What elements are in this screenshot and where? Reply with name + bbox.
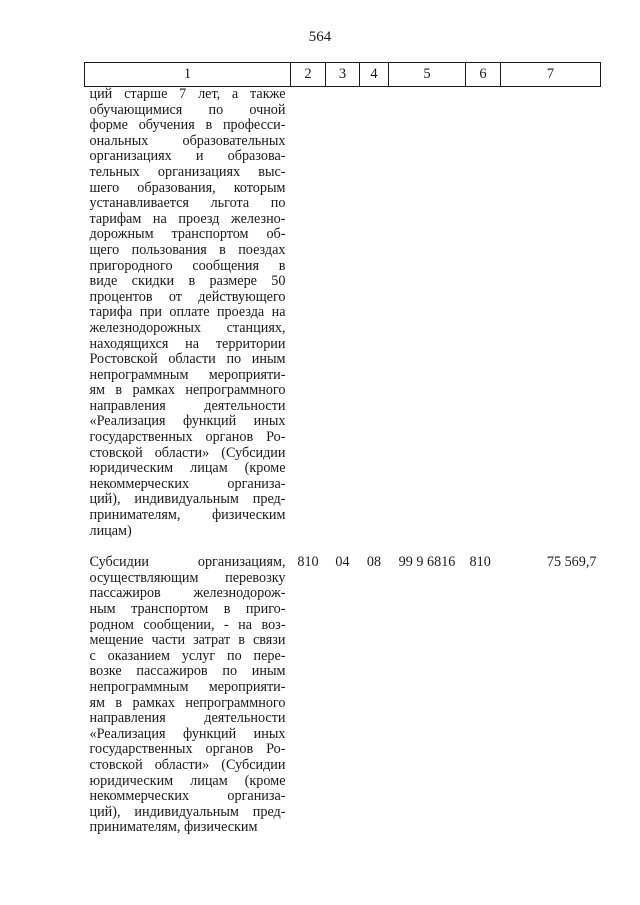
description-line: непрограммным мероприяти-	[89, 366, 286, 383]
description-line: ным транспортом в приго-	[89, 601, 286, 617]
description-line: находящихся на территории	[89, 335, 286, 352]
target-article-cell: 99 9 6816	[398, 554, 456, 571]
description-line: железнодорожных станциях,	[89, 319, 286, 336]
description-line: направления деятельности	[89, 397, 286, 414]
description-line: принимателям, физическим	[89, 819, 258, 836]
description-line: возке пассажиров по иным	[89, 663, 286, 680]
row-description-cell	[85, 87, 291, 540]
row-description-cell	[85, 555, 291, 836]
description-line: щего пользования в поездах	[89, 241, 286, 258]
column-header-7: 7	[501, 63, 601, 87]
column-header-6: 6	[466, 63, 501, 87]
table-row	[85, 87, 601, 540]
description-line: организациях и образова-	[89, 148, 286, 165]
description-line: дорожным транспортом об-	[89, 226, 286, 243]
description-line: мещение части затрат в связи	[89, 632, 286, 649]
description-line: юридическим лицам (кроме	[89, 772, 286, 789]
description-line: ций), индивидуальным пред-	[89, 491, 286, 508]
description-line: процентов от действующего	[89, 288, 286, 305]
column-header-3: 3	[326, 63, 360, 87]
admin-code-cell: 810	[297, 554, 319, 571]
description-line: пассажиров железнодорож-	[89, 585, 286, 602]
row-spacer	[85, 539, 601, 555]
expense-type-cell: 810	[469, 554, 491, 571]
description-line: лицам)	[89, 522, 132, 539]
subsection-code-cell: 08	[366, 554, 382, 571]
description-line: направления деятельности	[89, 710, 286, 727]
description-line: принимателям, физическим	[89, 507, 286, 524]
table-row	[85, 555, 601, 836]
section-code-cell: 04	[335, 554, 350, 571]
column-header-1: 1	[85, 63, 291, 87]
description-line: ональных образовательных	[89, 132, 286, 149]
description-line: некоммерческих организа-	[89, 788, 286, 805]
description-line: юридическим лицам (кроме	[89, 460, 286, 477]
description-line: тельных организациях выс-	[89, 163, 286, 180]
description-line: Ростовской области по иным	[89, 351, 286, 368]
description-line: ций старше 7 лет, а также	[89, 86, 286, 102]
expense-type-cell	[466, 87, 501, 540]
description-line: «Реализация функций иных	[89, 725, 286, 742]
description-line: виде скидки в размере 50	[89, 273, 286, 290]
description-line: ям в рамках непрограммного	[89, 382, 286, 399]
amount-cell	[501, 87, 601, 540]
description-line: некоммерческих организа-	[89, 475, 286, 492]
page-number: 564	[308, 29, 332, 45]
description-line: ций), индивидуальным пред-	[89, 803, 286, 820]
description-line: «Реализация функций иных	[89, 413, 286, 430]
description-line: с оказанием услуг по пере-	[89, 647, 286, 664]
column-header-4: 4	[360, 63, 389, 87]
description-line: форме обучения в професси-	[89, 117, 286, 134]
description-line: тарифа при оплате проезда на	[89, 304, 286, 321]
column-header-5: 5	[389, 63, 466, 87]
subsection-code-cell	[360, 87, 389, 540]
description-line: стовской области» (Субсидии	[89, 444, 286, 461]
target-article-cell	[389, 87, 466, 540]
section-code-cell	[326, 87, 360, 540]
row-description	[85, 87, 291, 539]
admin-code-cell	[291, 87, 326, 540]
description-line: устанавливается льгота по	[89, 195, 286, 212]
description-line: Субсидии организациям,	[89, 554, 286, 571]
column-header-2: 2	[291, 63, 326, 87]
description-line: непрограммным мероприяти-	[89, 678, 286, 695]
description-line: шего образования, которым	[89, 179, 286, 196]
description-line: ям в рамках непрограммного	[89, 694, 286, 711]
table-header-row	[85, 63, 601, 87]
description-line: обучающимися по очной	[89, 101, 286, 118]
description-line: стовской области» (Субсидии	[89, 756, 286, 773]
description-line: пригородного сообщения в	[89, 257, 286, 274]
budget-table	[84, 62, 601, 836]
row-description	[85, 555, 291, 836]
description-line: тарифам на проезд железно-	[89, 210, 286, 227]
description-line: государственных органов Ро-	[89, 429, 286, 446]
description-line: осуществляющим перевозку	[89, 569, 286, 586]
description-line: государственных органов Ро-	[89, 741, 286, 758]
description-line: родном сообщении, - на воз-	[89, 616, 286, 633]
amount-cell: 75 569,7	[546, 554, 597, 571]
